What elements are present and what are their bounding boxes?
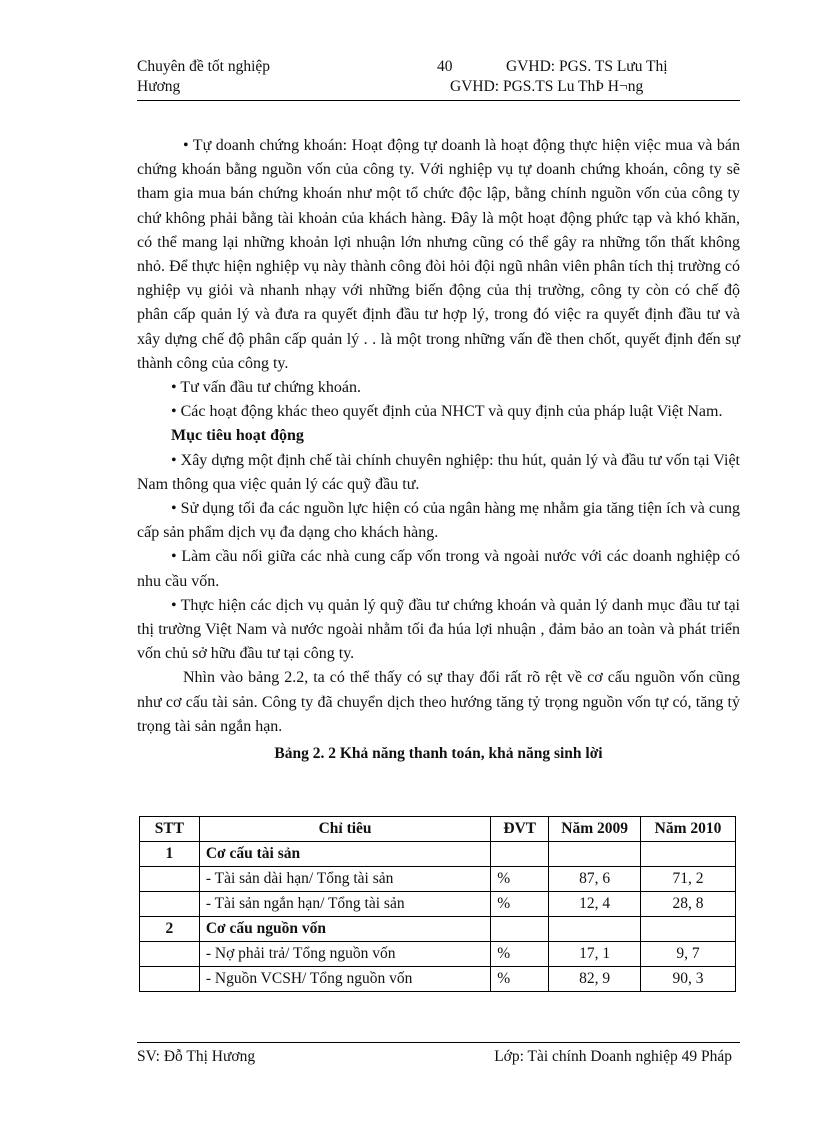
table-header-row	[140, 817, 736, 842]
section-heading: Mục tiêu hoạt động	[171, 427, 304, 445]
document-body	[137, 134, 740, 766]
document-title-continued: Hương	[137, 78, 181, 95]
column-header: ĐVT	[491, 817, 549, 842]
table-cell-label: - Nợ phải trả/ Tổng nguồn vốn	[199, 942, 490, 967]
table-row	[140, 967, 736, 992]
table-row	[140, 892, 736, 917]
table-section-row	[140, 842, 736, 867]
table-cell-2010: 9, 7	[641, 942, 736, 967]
table-cell-label: - Nguồn VCSH/ Tổng nguồn vốn	[199, 967, 490, 992]
table-cell-unit: %	[491, 967, 549, 992]
table-cell-2009: 12, 4	[549, 892, 641, 917]
table-section-row	[140, 917, 736, 942]
column-header: Chỉ tiêu	[199, 817, 490, 842]
page-header-line1	[137, 58, 740, 78]
paragraph-goal-3: • Làm cầu nối giữa các nhà cung cấp vốn trong và ngoài nước với các doanh nghiệp có nhu cầu vốn.	[137, 548, 740, 590]
table-cell-label: - Tài sản dài hạn/ Tổng tài sản	[199, 867, 490, 892]
page-number: 40	[437, 58, 453, 75]
column-header: Năm 2010	[641, 817, 736, 842]
table-cell-unit: %	[491, 892, 549, 917]
table-caption: Bảng 2. 2 Khả năng thanh toán, khả năng sinh lời	[274, 745, 603, 763]
table-row	[140, 867, 736, 892]
advisor-text-legacy: GVHD: PGS.TS Lu ThÞ H¬ng	[450, 78, 644, 95]
paragraph-table-intro: Nhìn vào bảng 2.2, ta có thể thấy có sự thay đổi rất rõ rệt về cơ cấu nguồn vốn cũng như cơ cấu tài sản. Công ty đã chuyển dịch theo hướng tăng tỷ trọng nguồn vốn tự có, tăng tỷ trọng tài sản ngắn hạn.	[137, 669, 740, 735]
paragraph-goal-4: • Thực hiện các dịch vụ quản lý quỹ đầu tư chứng khoán và quản lý danh mục đầu tư tại thị trường Việt Nam và nước ngoài nhằm tối đa húa lợi nhuận , đảm bảo an toàn và phát triển vốn chủ sở hữu đầu tư tại công ty.	[137, 596, 740, 663]
page-footer	[137, 1042, 740, 1069]
document-title: Chuyên đề tốt nghiệp	[137, 58, 271, 75]
column-header: STT	[140, 817, 200, 842]
table-cell-label: - Tài sản ngắn hạn/ Tổng tài sản	[199, 892, 490, 917]
table-cell-stt: 1	[140, 842, 200, 867]
student-name: SV: Đỗ Thị Hương	[137, 1048, 256, 1065]
table-cell-2010: 90, 3	[641, 967, 736, 992]
paragraph-advisory: • Tư vấn đầu tư chứng khoán.	[171, 379, 361, 397]
paragraph-other-activities: • Các hoạt động khác theo quyết định của NHCT và quy định của pháp luật Việt Nam.	[171, 403, 723, 421]
table-cell-2010: 28, 8	[641, 892, 736, 917]
table-cell-2009: 87, 6	[549, 867, 641, 892]
financial-ratio-table	[139, 816, 736, 992]
table-cell-unit: %	[491, 942, 549, 967]
paragraph-proprietary-trading: • Tự doanh chứng khoán: Hoạt động tự doanh là hoạt động thực hiện việc mua và bán chứng khoán bằng nguồn vốn của công ty. Với nghiệp vụ tự doanh chứng khoán, công ty sẽ tham gia mua bán chứng khoán như một tổ chức độc lập, bằng chính nguồn vốn của công ty chứ không phải bằng tài khoản của khách hàng. Đây là một hoạt động phức tạp và khó khăn, có thể mang lại những khoản lợi nhuận lớn nhưng cũng có thể gây ra những tổn thất không nhỏ. Để thực hiện nghiệp vụ này thành công đòi hỏi đội ngũ nhân viên phân tích thị trường có nghiệp vụ giỏi và nhanh nhạy với những biến động của thị trường, công ty còn có chế độ phân cấp quản lý và đưa ra quyết định đầu tư hợp lý, trong đó việc ra quyết định đầu tư và xây dựng chế độ phân cấp quản lý . . là một trong những vấn đề then chốt, quyết định đến sự thành công của công ty.	[137, 137, 740, 372]
class-name: Lớp: Tài chính Doanh nghiệp 49 Pháp	[494, 1048, 732, 1065]
table-row	[140, 942, 736, 967]
table-cell-section: Cơ cấu tài sản	[199, 842, 490, 867]
advisor-text: GVHD: PGS. TS Lưu Thị	[506, 58, 668, 75]
table-cell-2009: 82, 9	[549, 967, 641, 992]
table-cell-unit: %	[491, 867, 549, 892]
table-cell-2009: 17, 1	[549, 942, 641, 967]
table-cell-2010: 71, 2	[641, 867, 736, 892]
paragraph-goal-1: • Xây dựng một định chế tài chính chuyên nghiệp: thu hút, quản lý và đầu tư vốn tại Việt Nam thông qua việc quản lý các quỹ đầu tư.	[137, 451, 740, 493]
column-header: Năm 2009	[549, 817, 641, 842]
page-header-line2	[137, 78, 740, 101]
table-cell-stt: 2	[140, 917, 200, 942]
paragraph-goal-2: • Sử dụng tối đa các nguồn lực hiện có của ngân hàng mẹ nhằm gia tăng tiện ích và cung cấp sản phẩm dịch vụ đa dạng cho khách hàng.	[137, 500, 740, 542]
table-cell-section: Cơ cấu nguồn vốn	[199, 917, 490, 942]
